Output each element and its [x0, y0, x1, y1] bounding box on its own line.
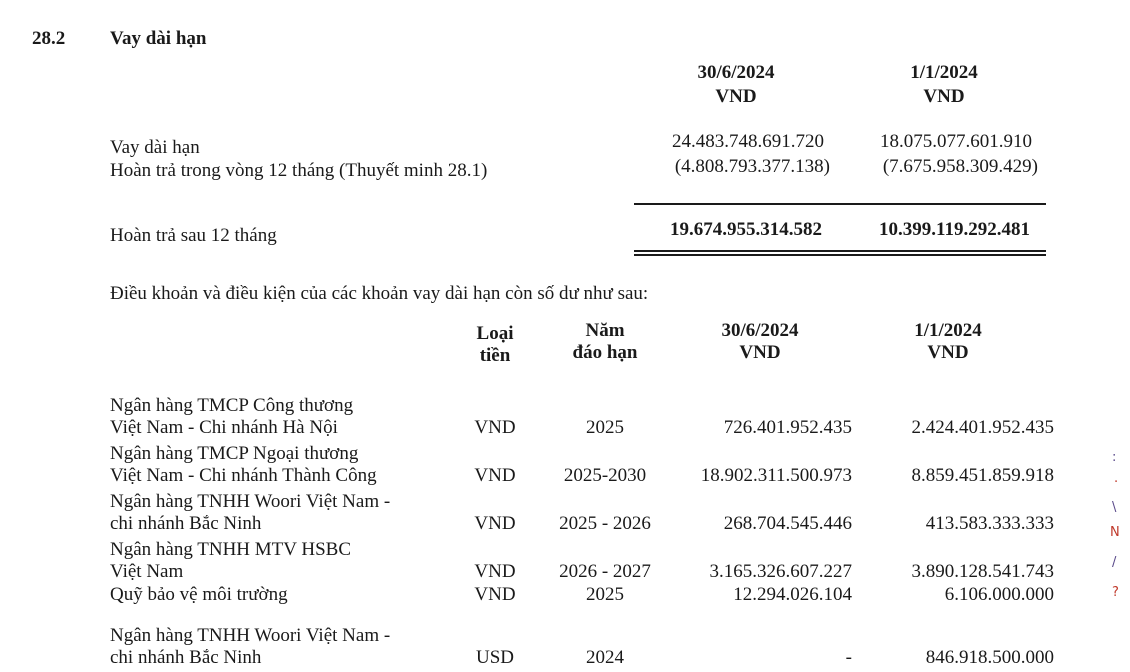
- header-maturity: [540, 320, 670, 364]
- maturity-cell: 2026 - 2027: [559, 561, 651, 582]
- header-col1-line: 30/6/2024: [721, 320, 799, 341]
- total-value: 19.674.955.314.582: [670, 219, 822, 240]
- value-cell: 2.424.401.952.435: [911, 417, 1054, 438]
- lender-name: Ngân hàng TNHH MTV HSBC: [110, 539, 352, 560]
- lender-name: chi nhánh Bắc Ninh: [110, 513, 262, 534]
- currency-cell: VND: [474, 584, 516, 605]
- lender-name: Quỹ bảo vệ môi trường: [110, 584, 288, 605]
- value-cell: 268.704.545.446: [723, 513, 852, 534]
- lender-name: Ngân hàng TMCP Công thương: [110, 395, 354, 416]
- header-col2: [848, 320, 1048, 364]
- margin-mark: /: [1112, 555, 1117, 570]
- header-maturity-line: Năm: [585, 320, 625, 341]
- currency-cell: VND: [474, 561, 516, 582]
- value-cell: 12.294.026.104: [733, 584, 852, 605]
- summary-col2-unit: VND: [923, 86, 965, 107]
- terms-intro: Điều khoản và điều kiện của các khoản vay dài hạn còn số dư như sau:: [110, 283, 649, 304]
- header-col1: [660, 320, 860, 364]
- section-number: 28.2: [32, 28, 66, 49]
- header-col1-line: VND: [739, 342, 781, 363]
- currency-cell: VND: [474, 465, 516, 486]
- maturity-cell: 2025-2030: [563, 465, 647, 486]
- lender-name: chi nhánh Bắc Ninh: [110, 647, 262, 668]
- total-label: Hoàn trả sau 12 tháng: [110, 225, 277, 246]
- value-cell: 413.583.333.333: [925, 513, 1054, 534]
- table-row: [110, 539, 351, 583]
- summary-col1-unit: VND: [715, 86, 757, 107]
- value-cell: 18.902.311.500.973: [700, 465, 852, 486]
- summary-row-value: (4.808.793.377.138): [674, 156, 830, 177]
- header-col2-line: 1/1/2024: [914, 320, 982, 341]
- value-cell: 8.859.451.859.918: [911, 465, 1054, 486]
- header-maturity-line: đáo hạn: [572, 342, 638, 363]
- section-title: Vay dài hạn: [110, 28, 207, 49]
- margin-mark: ?: [1112, 585, 1119, 600]
- total-top-rule: [634, 203, 1046, 205]
- summary-row-value: (7.675.958.309.429): [882, 156, 1038, 177]
- lender-name: Ngân hàng TNHH Woori Việt Nam -: [110, 491, 391, 512]
- lender-name: Việt Nam: [110, 561, 184, 582]
- lender-name: Việt Nam - Chi nhánh Thành Công: [110, 465, 377, 486]
- summary-row-value: 18.075.077.601.910: [880, 131, 1032, 152]
- lender-name: Ngân hàng TNHH Woori Việt Nam -: [110, 625, 391, 646]
- table-row: [110, 395, 353, 439]
- summary-row-value: 24.483.748.691.720: [672, 131, 824, 152]
- total-value: 10.399.119.292.481: [879, 219, 1030, 240]
- lender-name: Ngân hàng TMCP Ngoại thương: [110, 443, 359, 464]
- maturity-cell: 2024: [586, 647, 624, 668]
- value-cell: 3.890.128.541.743: [911, 561, 1054, 582]
- value-cell: -: [845, 647, 852, 668]
- margin-mark: \: [1112, 500, 1117, 515]
- header-col2-line: VND: [927, 342, 969, 363]
- table-row: [110, 491, 390, 535]
- maturity-cell: 2025: [586, 584, 624, 605]
- table-row: [110, 625, 390, 669]
- value-cell: 3.165.326.607.227: [709, 561, 852, 582]
- currency-cell: VND: [474, 417, 516, 438]
- margin-mark: N: [1110, 525, 1120, 540]
- summary-col2-date: 1/1/2024: [910, 62, 978, 83]
- summary-col1-date: 30/6/2024: [697, 62, 775, 83]
- summary-row-label: Vay dài hạn: [110, 137, 200, 158]
- value-cell: 6.106.000.000: [944, 584, 1054, 605]
- table-row: [110, 443, 377, 487]
- margin-mark: :: [1112, 450, 1117, 465]
- lender-name: Việt Nam - Chi nhánh Hà Nội: [110, 417, 338, 438]
- value-cell: 726.401.952.435: [723, 417, 852, 438]
- header-currency-line: tiền: [479, 345, 511, 366]
- margin-mark: ·: [1114, 475, 1119, 490]
- currency-cell: VND: [474, 513, 516, 534]
- total-double-rule-2: [634, 254, 1046, 256]
- maturity-cell: 2025 - 2026: [559, 513, 651, 534]
- header-currency: [455, 323, 535, 367]
- summary-row-label: Hoàn trả trong vòng 12 tháng (Thuyết minh 28.1): [110, 160, 488, 181]
- maturity-cell: 2025: [586, 417, 624, 438]
- total-double-rule-1: [634, 250, 1046, 252]
- header-currency-line: Loại: [476, 323, 514, 344]
- value-cell: 846.918.500.000: [925, 647, 1054, 668]
- currency-cell: USD: [475, 647, 514, 668]
